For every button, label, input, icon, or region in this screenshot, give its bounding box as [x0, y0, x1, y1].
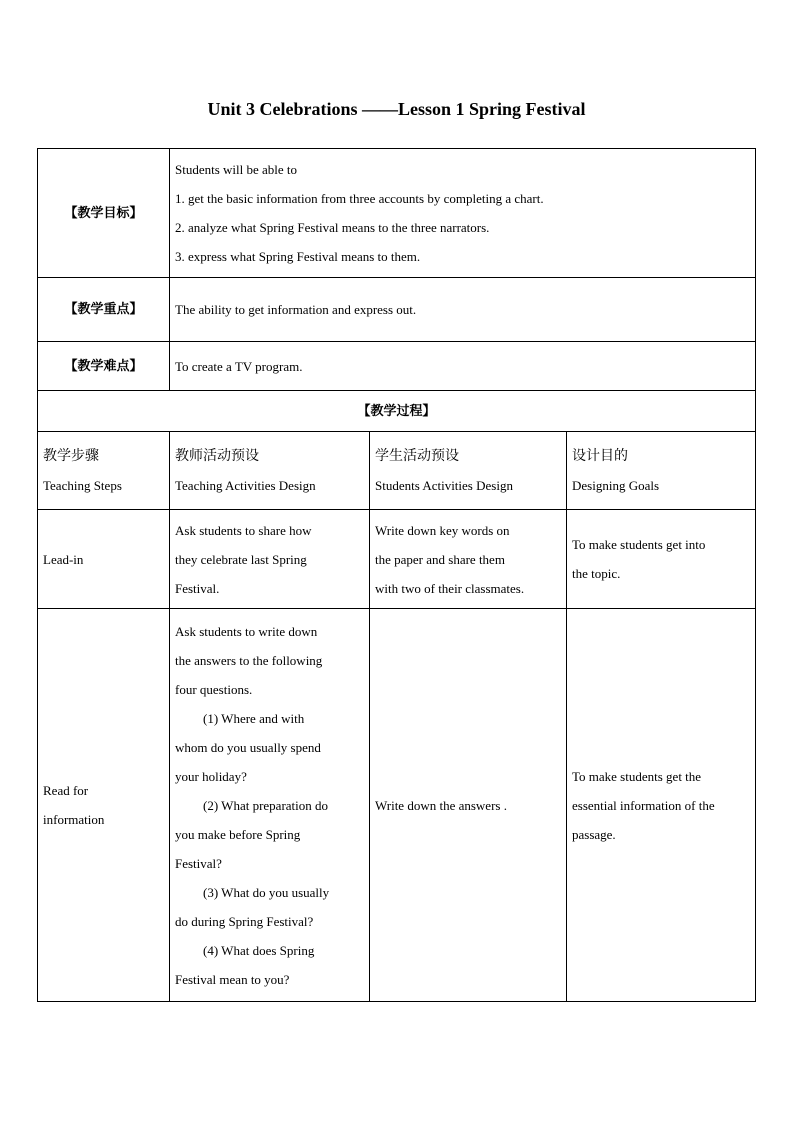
teacher-activity-cell: [170, 510, 370, 609]
column-header-steps: [38, 432, 170, 510]
teacher-activity-cell: [170, 609, 370, 1002]
table-row-lead-in: [38, 510, 756, 609]
step-cell: [38, 609, 170, 1002]
lesson-plan-table: [37, 148, 756, 1002]
text-line: To make students get the: [572, 768, 702, 784]
column-header-cn: 教学步骤: [43, 447, 99, 464]
design-goal-cell: [567, 609, 756, 1002]
text-line: the topic.: [572, 566, 621, 581]
table-row-read-for-information: [38, 609, 756, 1002]
column-header-cn: 学生活动预设: [375, 447, 459, 464]
question-line: your holiday?: [175, 768, 247, 784]
question-line: whom do you usually spend: [175, 739, 321, 755]
objectives-line: 2. analyze what Spring Festival means to the three narrators.: [175, 220, 490, 235]
column-header-en: Teaching Steps: [43, 477, 122, 493]
key-points-content: The ability to get information and express out.: [170, 278, 756, 342]
objectives-content: [170, 149, 756, 278]
objectives-label: 【教学目标】: [38, 149, 170, 278]
process-section-title: 【教学过程】: [38, 391, 756, 432]
question-line: (2) What preparation do: [203, 797, 329, 813]
column-header-en: Teaching Activities Design: [175, 477, 316, 493]
text-line: the paper and share them: [375, 551, 505, 567]
text-line: Ask students to write down: [175, 623, 318, 639]
column-headers-row: [38, 432, 756, 510]
question-line: (4) What does Spring: [203, 942, 315, 958]
column-header-en: Designing Goals: [572, 477, 660, 493]
objectives-line: Students will be able to: [175, 162, 298, 177]
text-line: To make students get into: [572, 537, 706, 552]
student-activity-cell: Write down the answers .: [370, 609, 567, 1002]
design-goal-cell: [567, 510, 756, 609]
column-header-en: Students Activities Design: [375, 477, 513, 493]
text-line: essential information of the: [572, 797, 715, 813]
text-line: information: [43, 812, 105, 827]
text-line: passage.: [572, 826, 616, 842]
text-line: four questions.: [175, 681, 253, 697]
column-header-cn: 设计目的: [572, 447, 628, 464]
student-activity-cell: [370, 510, 567, 609]
question-line: Festival mean to you?: [175, 971, 290, 987]
page-title: Unit 3 Celebrations ——Lesson 1 Spring Festival: [207, 99, 586, 119]
difficulties-row: [38, 342, 756, 391]
key-points-label: 【教学重点】: [38, 278, 170, 342]
text-line: Ask students to share how: [175, 522, 312, 538]
question-line: do during Spring Festival?: [175, 913, 314, 929]
objectives-line: 3. express what Spring Festival means to them.: [175, 249, 421, 264]
column-header-cn: 教师活动预设: [175, 447, 259, 464]
column-header-students: [370, 432, 567, 510]
difficulties-content: To create a TV program.: [170, 342, 756, 391]
column-header-teacher: [170, 432, 370, 510]
question-line: Festival?: [175, 855, 222, 871]
question-line: (1) Where and with: [203, 710, 305, 726]
step-cell: Lead-in: [38, 510, 170, 609]
text-line: the answers to the following: [175, 652, 323, 668]
objectives-row: [38, 149, 756, 278]
text-line: Write down key words on: [375, 522, 510, 538]
question-line: (3) What do you usually: [203, 884, 330, 900]
key-points-row: [38, 278, 756, 342]
difficulties-label: 【教学难点】: [38, 342, 170, 391]
text-line: Festival.: [175, 580, 220, 596]
objectives-line: 1. get the basic information from three accounts by completing a chart.: [175, 191, 544, 206]
process-header-row: [38, 391, 756, 432]
text-line: with two of their classmates.: [375, 580, 525, 596]
question-line: you make before Spring: [175, 826, 301, 842]
text-line: they celebrate last Spring: [175, 551, 307, 567]
column-header-goals: [567, 432, 756, 510]
text-line: Read for: [43, 783, 89, 798]
